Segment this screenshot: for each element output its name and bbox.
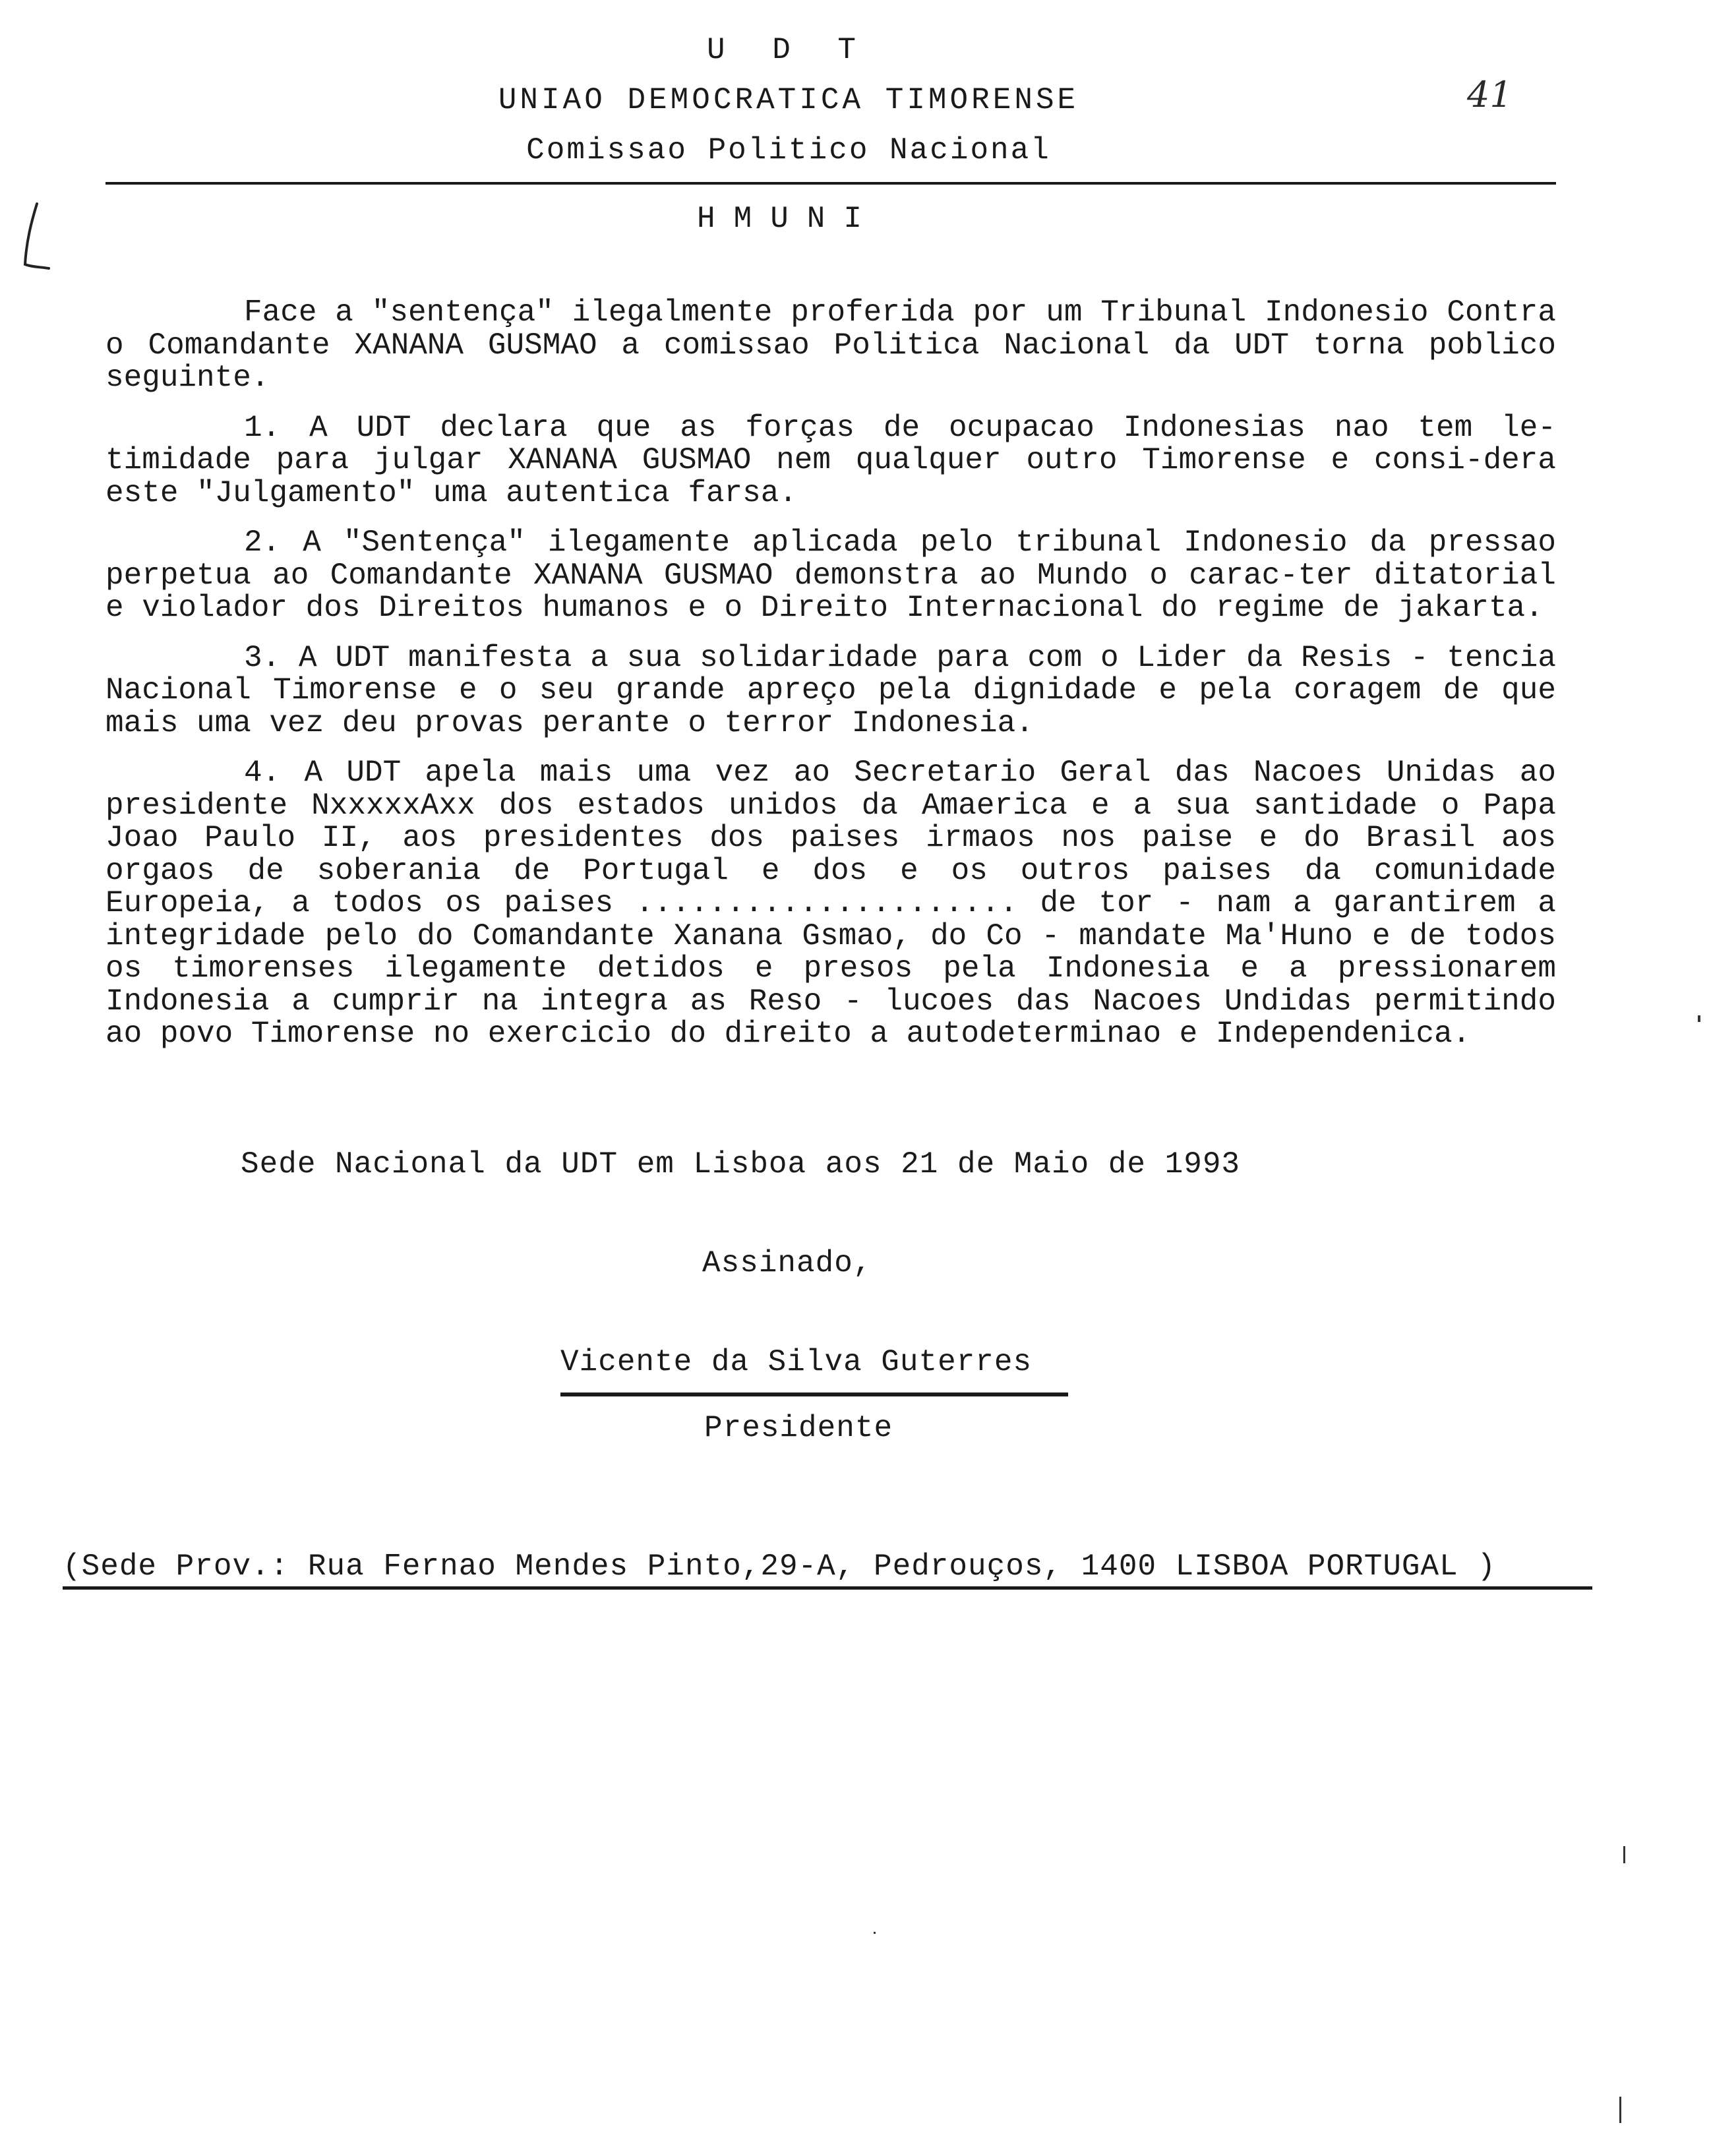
closing-place-date: Sede Nacional da UDT em Lisboa aos 21 de Maio de 1993 [241, 1147, 1241, 1182]
org-acronym: U D T [706, 33, 871, 67]
point-2-paragraph: 2. A "Sentença" ilegamente aplicada pelo tribunal Indonesio da pressao perpetua ao Comandante XANANA GUSMAO demonstra ao Mundo o carac-ter ditatorial e violador dos Direitos humanos e o Direito Internacional do regime de jakarta. [105, 525, 1556, 625]
margin-mark-icon [12, 201, 51, 280]
scan-speck [1698, 1015, 1700, 1022]
signer-name: Vicente da Silva Guterres [560, 1345, 1033, 1379]
scan-speck [1619, 2097, 1621, 2123]
point-4-paragraph: 4. A UDT apela mais uma vez ao Secretario Geral das Nacoes Unidas ao presidente NxxxxxAxx dos estados unidos da Amaerica e a sua santidade o Papa Joao Paulo II, aos presidentes dos paises irmaos nos paise e do Brasil aos orgaos de soberania de Portugal e dos e os outros paises da comunidade Europeia, a todos os paises ..................... de tor - nam a garantirem a integridade pelo do Comandante Xanana Gsmao, do Co - mandate Ma'Huno e de todos os timorenses ilegamente detidos e presos pela Indonesia e a pressionarem Indonesia a cumprir na integra as Reso - lucoes das Nacoes Undidas permitindo ao povo Timorense no exercicio do direito a autodeterminao e Independenica. [105, 756, 1556, 1051]
scan-speck [874, 1932, 876, 1934]
signer-title: Presidente [704, 1411, 893, 1445]
scan-speck [1623, 1846, 1625, 1863]
document-type-title: HMUNI [696, 202, 881, 236]
signed-label: Assinado, [702, 1246, 872, 1280]
org-full-name: UNIAO DEMOCRATICA TIMORENSE [498, 83, 1079, 117]
header-rule [105, 182, 1556, 185]
document-body [105, 297, 1556, 1068]
committee-name: Comissao Politico Nacional [526, 133, 1051, 167]
intro-paragraph: Face a "sentença" ilegalmente proferida por um Tribunal Indonesio Contra o Comandante XANANA GUSMAO a comissao Politica Nacional da UDT torna poblico seguinte. [105, 295, 1556, 395]
signature-rule [560, 1392, 1068, 1396]
footer-address: (Sede Prov.: Rua Fernao Mendes Pinto,29-A, Pedrouços, 1400 LISBOA PORTUGAL ) [63, 1549, 1592, 1590]
point-1-paragraph: 1. A UDT declara que as forças de ocupacao Indonesias nao tem le-timidade para julgar XANANA GUSMAO nem qualquer outro Timorense e consi-dera este "Julgamento" uma autentica farsa. [105, 410, 1556, 510]
handwritten-page-number: 41 [1467, 74, 1513, 115]
point-3-paragraph: 3. A UDT manifesta a sua solidaridade para com o Lider da Resis - tencia Nacional Timorense e o seu grande apreço pela dignidade e pela coragem de que mais uma vez deu provas perante o terror Indonesia. [105, 640, 1556, 740]
